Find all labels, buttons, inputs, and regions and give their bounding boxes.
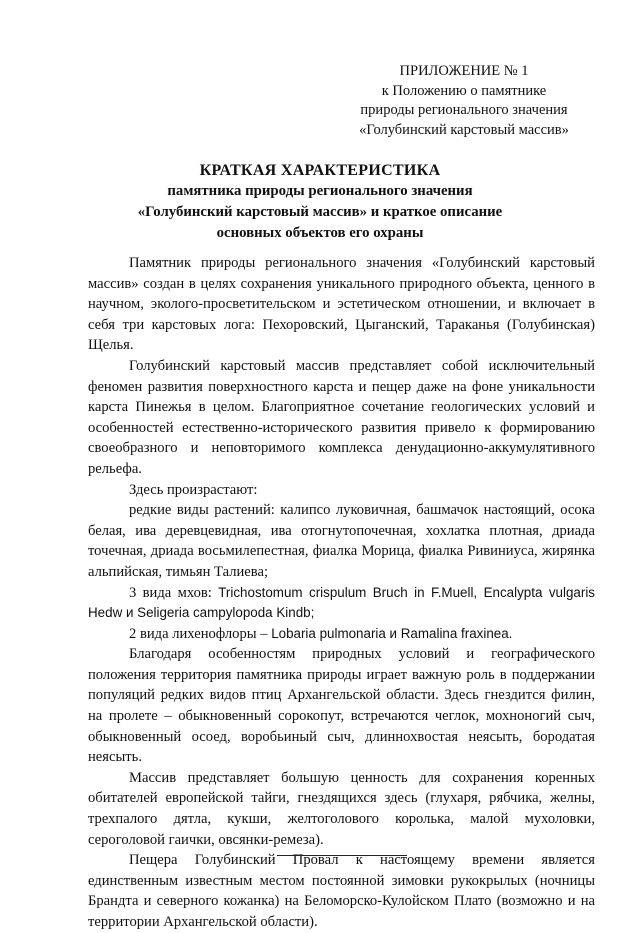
document-heading <box>60 160 580 244</box>
appendix-header <box>340 62 588 140</box>
paragraph-overview: Памятник природы регионального значения «Голубинский карстовый массив» создан в целях сохранения уникального природного объекта, ценного в научном, эколого-просветительском и эстетическом отношении, и включает в себя три карстовых лога: Пехоровский, Цыганский, Тараканья (Голубинская) Щелья. <box>88 255 595 354</box>
paragraph-flora-intro: Здесь произрастают: <box>129 481 258 498</box>
document-title: КРАТКАЯ ХАРАКТЕРИСТИКА <box>199 162 441 179</box>
paragraph-rare-plants: редкие виды растений: калипсо луковичная, башмачок настоящий, осока белая, ива деревцевидная, ива отогнутопочечная, хохлатка плотная, дриада точечная, дриада восьмилепестная, фиалка Морица, фиалка Ривиниуса, жирянка альпийская, тимьян Талиева; <box>88 502 595 580</box>
appendix-number: ПРИЛОЖЕНИЕ № 1 <box>399 63 529 79</box>
appendix-line-2: к Положению о памятнике <box>381 82 547 99</box>
end-divider <box>277 855 407 856</box>
appendix-line-4: «Голубинский карстовый массив» <box>359 121 569 138</box>
heading-line-4: основных объектов его охраны <box>216 225 424 241</box>
paragraph-cave: Пещера Голубинский Провал к настоящему времени является единственным известным местом постоянной зимовки рукокрылых (ночницы Брандта и северного кожанка) на Беломорско-Кулойском Плато (возможно и на территории Архангельской области). <box>88 852 595 930</box>
paragraph-mosses <box>88 583 595 624</box>
lichens-prefix: 2 вида лихенофлоры – <box>129 625 272 642</box>
appendix-line-3: природы регионального значения <box>360 102 568 118</box>
document-body <box>88 253 595 933</box>
heading-line-2: памятника природы регионального значения <box>167 183 473 199</box>
paragraph-taiga: Массив представляет большую ценность для сохранения коренных обитателей европейской тайги, гнездящихся здесь (глухаря, рябчика, желны, трехпалого дятла, кукши, желтоголового королька, малой мухоловки, сероголовой гаички, овсянки-ремеза). <box>88 769 595 848</box>
heading-line-3: «Голубинский карстовый массив» и краткое описание <box>137 204 503 220</box>
paragraph-birds: Благодаря особенностям природных условий и географического положения территория памятника природы играет важную роль в поддержании популяций редких видов птиц Архангельской области. Здесь гнездится филин, на пролете – обыкновенный сорокопут, встречаются чеглок, мохноногий сыч, обыкновенный осоед, воробьиный сыч, длиннохвостая неясыть, бородатая неясыть. <box>88 646 595 766</box>
mosses-latin-names: Trichostomum crispulum Bruch in F.Muell, Encalypta vulgaris Hedw и Seligeria campylopoda Kindb; <box>88 584 595 621</box>
paragraph-karst: Голубинский карстовый массив представляет собой исключительный феномен развития поверхностного карста и пещер даже на фоне уникальности карста Пинежья в целом. Благоприятное сочетание геологических условий и особенностей естественно-исторического развития привело к формированию своеобразного и неповторимого комплекса денудационно-аккумулятивного рельефа. <box>88 357 595 477</box>
lichens-latin-names: Lobaria pulmonaria и Ramalina fraxinea. <box>271 625 513 641</box>
mosses-prefix: 3 вида мхов: <box>129 584 219 601</box>
paragraph-lichens <box>88 624 595 645</box>
